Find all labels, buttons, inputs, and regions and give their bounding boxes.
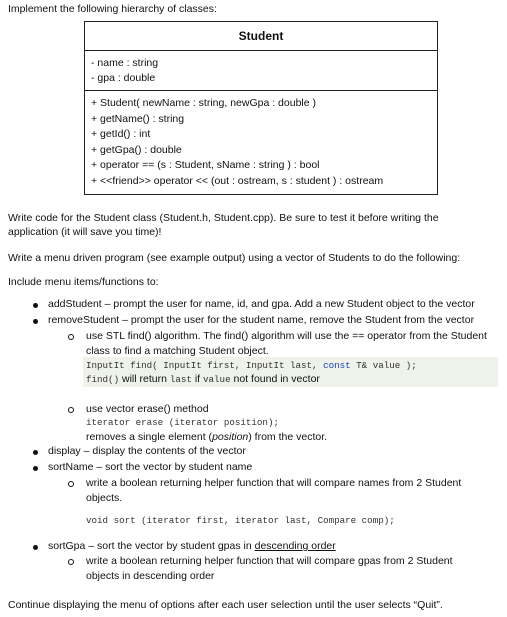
paragraph-line: application (it will save you time)! bbox=[8, 226, 162, 238]
item-remove-student: removeStudent – prompt the user for the student name, remove the Student from the vector bbox=[48, 314, 475, 326]
paragraph-line: Write code for the Student class (Student.h, Student.cpp). Be sure to test it before writing the bbox=[8, 212, 439, 224]
erase-signature: iterator erase (iterator position); bbox=[86, 417, 279, 428]
sort-gpa-helper-line2: objects in descending order bbox=[86, 570, 215, 582]
sub-bullet-icon bbox=[68, 481, 74, 487]
find-signature: InputIt find( InputIt first, InputIt last, const T& value ); bbox=[86, 360, 417, 371]
sort-signature: void sort (iterator first, iterator last, Compare comp); bbox=[86, 515, 395, 526]
uml-class-name: Student bbox=[85, 22, 437, 51]
bullet-icon bbox=[33, 450, 38, 455]
uml-method: + <<friend>> operator << (out : ostream, s : student ) : ostream bbox=[91, 174, 384, 187]
uml-methods bbox=[85, 91, 437, 194]
sort-name-helper-line1: write a boolean returning helper function that will compare names from 2 Student bbox=[86, 477, 462, 489]
sub-bullet-icon bbox=[68, 559, 74, 565]
uml-attribute: - gpa : double bbox=[91, 72, 156, 84]
bullet-icon bbox=[33, 466, 38, 471]
uml-method: + getGpa() : double bbox=[91, 143, 182, 156]
find-description-line1: use STL find() algorithm. The find() algorithm will use the == operator from the Student bbox=[86, 330, 487, 342]
sub-bullet-icon bbox=[68, 407, 74, 413]
bullet-icon bbox=[33, 319, 38, 324]
sort-name-helper-line2: objects. bbox=[86, 492, 123, 504]
paragraph-write-code bbox=[8, 211, 498, 239]
paragraph-include-items: Include menu items/functions to: bbox=[8, 276, 159, 288]
find-return-note: find() will return last if value not found in vector bbox=[86, 373, 320, 385]
sort-gpa-helper-line1: write a boolean returning helper function that will compare gpas from 2 Student bbox=[86, 555, 453, 567]
item-sort-gpa: sortGpa – sort the vector by student gpas in descending order bbox=[48, 540, 336, 552]
find-description-line2: class to find a matching Student object. bbox=[86, 345, 269, 357]
sub-bullet-icon bbox=[68, 334, 74, 340]
uml-class-diagram bbox=[84, 21, 438, 195]
uml-method: + operator == (s : Student, sName : string ) : bool bbox=[91, 159, 320, 171]
uml-attribute: - name : string bbox=[91, 57, 159, 69]
uml-attributes bbox=[85, 51, 437, 91]
uml-method: + getId() : int bbox=[91, 128, 151, 140]
item-add-student: addStudent – prompt the user for name, id, and gpa. Add a new Student object to the vector bbox=[48, 298, 475, 310]
bullet-icon bbox=[33, 303, 38, 308]
paragraph-menu-program: Write a menu driven program (see example output) using a vector of Students to do the following: bbox=[8, 252, 461, 264]
item-sort-name: sortName – sort the vector by student name bbox=[48, 461, 253, 473]
bullet-icon bbox=[33, 545, 38, 550]
uml-method: + Student( newName : string, newGpa : double ) bbox=[91, 97, 316, 109]
intro-text: Implement the following hierarchy of classes: bbox=[8, 3, 217, 15]
item-display: display – display the contents of the vector bbox=[48, 445, 246, 457]
closing-paragraph: Continue displaying the menu of options after each user selection until the user selects “Quit”. bbox=[8, 599, 443, 611]
erase-note: removes a single element (position) from the vector. bbox=[86, 431, 328, 443]
erase-description: use vector erase() method bbox=[86, 403, 209, 415]
uml-method: + getName() : string bbox=[91, 112, 185, 125]
